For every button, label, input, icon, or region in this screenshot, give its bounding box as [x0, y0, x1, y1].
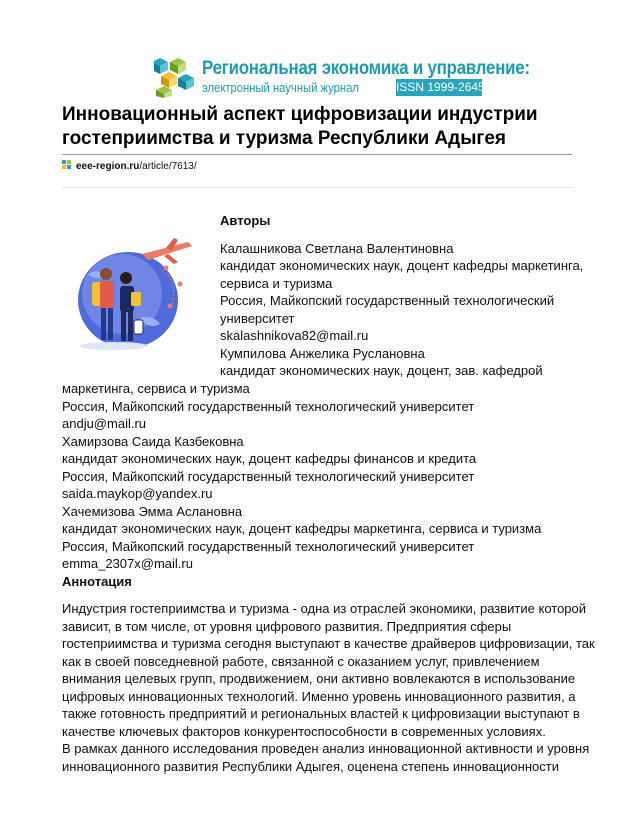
author-line: сервиса и туризма: [220, 275, 333, 291]
author-line: Калашникова Светлана Валентиновна: [220, 240, 454, 256]
journal-logo: [154, 56, 530, 100]
logo-cubes-icon: [154, 56, 194, 98]
abstract-line: как в своей повседневной работе, связанной с оказанием услуг, привлечением: [62, 653, 540, 669]
journal-title: Региональная экономика и управление:: [202, 57, 530, 79]
source-path: /article/7613/: [139, 161, 197, 172]
abstract-line: внимания целевых групп, продвижением, они активно вовлекаются в использование: [62, 671, 576, 686]
author-email[interactable]: emma_2307x@mail.ru: [62, 556, 193, 571]
authors-heading: Авторы: [220, 213, 271, 228]
authors-section: [220, 212, 584, 380]
abstract-heading: Аннотация: [62, 573, 132, 589]
author-line: Хачемизова Эмма Аслановна: [62, 503, 243, 519]
title-divider: [62, 154, 572, 155]
travelers-illustration: [70, 234, 200, 354]
author-line: кандидат экономических наук, доцент, зав. кафедрой: [220, 363, 543, 378]
author-line: Россия, Майкопский государственный технологический университет: [62, 398, 475, 414]
author-email[interactable]: andju@mail.ru: [62, 416, 147, 431]
journal-subtitle: электронный научный журнал: [202, 81, 359, 95]
author-line: Кумпилова Анжелика Руслановна: [220, 345, 425, 361]
site-favicon-icon: [62, 160, 72, 170]
author-line: кандидат экономических наук, доцент кафедры маркетинга, сервиса и туризма: [62, 521, 542, 536]
author-line: кандидат экономических наук, доцент кафедры финансов и кредита: [62, 451, 477, 466]
source-host: eee-region.ru: [76, 161, 140, 172]
author-email[interactable]: skalashnikova82@mail.ru: [220, 328, 369, 343]
author-line: Россия, Майкопский государственный технологический: [220, 293, 555, 308]
author-line: Россия, Майкопский государственный технологический университет: [62, 538, 475, 554]
author-line: маркетинга, сервиса и туризма: [62, 381, 250, 396]
abstract-line: гостеприимства и туризма сегодня выступают в качестве драйверов цифровизации, так: [62, 636, 595, 651]
abstract-line: инновационного развития Республики Адыгея, оценена степень инновационности: [62, 758, 559, 774]
author-line: Россия, Майкопский государственный технологический университет: [62, 468, 475, 484]
article-title: Инновационный аспект цифровизации индустрии гостеприимства и туризма Республики Адыгея: [62, 104, 538, 149]
authors-continued: [62, 380, 572, 590]
author-line: университет: [220, 310, 295, 326]
author-line: кандидат экономических наук, доцент кафедры маркетинга,: [220, 258, 584, 273]
abstract-line: цифровых инновационных технологий. Именно уровень инновационного развития, а: [62, 688, 576, 704]
author-line: Хамирзова Саида Казбековна: [62, 433, 244, 449]
abstract-line: Индустрия гостеприимства и туризма - одна из отраслей экономики, развитие которой: [62, 601, 587, 616]
source-link[interactable]: [62, 160, 197, 172]
abstract-line: также готовность предприятий и региональных властей к цифровизации выступают в: [62, 706, 580, 721]
abstract-line: В рамках данного исследования проведен анализ инновационной активности и уровня: [62, 741, 590, 756]
abstract-line: качестве ключевых факторов конкурентоспособности в современных условиях.: [62, 723, 546, 739]
section-divider: [62, 187, 572, 188]
abstract-body: [62, 600, 595, 775]
abstract-line: зависит, в том числе, от уровня цифрового развития. Предприятия сферы: [62, 618, 512, 634]
issn-badge: ISSN 1999-2645: [396, 80, 485, 94]
author-email[interactable]: saida.maykop@yandex.ru: [62, 486, 213, 501]
